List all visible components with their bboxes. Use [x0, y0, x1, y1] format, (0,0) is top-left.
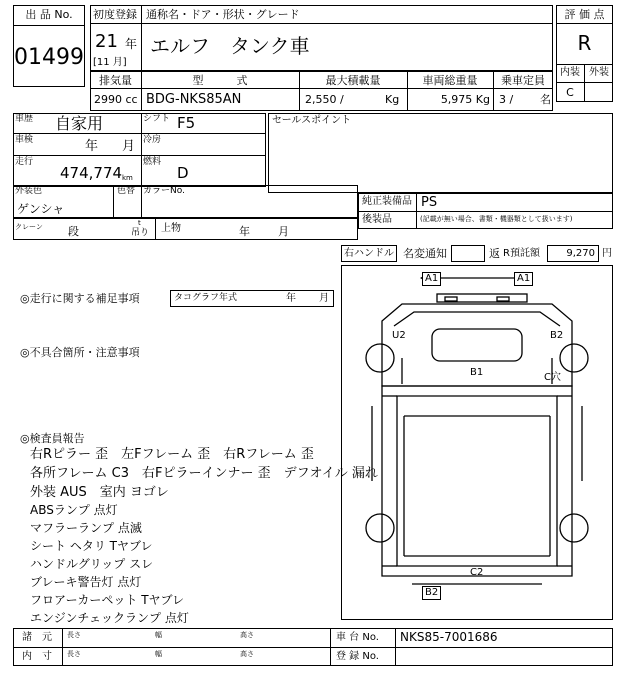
crane-top-label: 上物 — [161, 223, 181, 234]
aftermarket-label: 後装品 — [362, 214, 392, 225]
exterior-grade-label: 外装 — [589, 67, 609, 78]
color-label: 外装色 — [15, 186, 43, 196]
fuel-label: 燃料 — [143, 157, 162, 167]
max-load-label: 最大積載量 — [325, 74, 381, 87]
car-name-label: 通称名・ドア・形状・グレード — [146, 8, 300, 21]
crane-hanging: 吊り — [131, 228, 150, 238]
capacity: 3 / — [499, 93, 514, 106]
tachograph-label: タコグラフ年式 — [174, 293, 238, 303]
shift: F5 — [177, 114, 196, 132]
inspection-label: 車検 — [15, 135, 34, 145]
damage-mark: U2 — [392, 330, 406, 341]
inspector-title: ◎検査員報告 — [20, 432, 85, 445]
interior-dims-label: 内 寸 — [22, 651, 52, 662]
history: 自家用 — [55, 114, 104, 133]
width-label: 幅 — [155, 631, 162, 639]
width-label: 幅 — [155, 650, 162, 658]
registration-label: 登 録 No. — [336, 651, 379, 662]
damage-mark: C穴 — [544, 372, 561, 383]
mileage-label: 走行 — [15, 157, 34, 167]
dims-label: 諸 元 — [22, 632, 52, 643]
aftermarket-note: (記載が無い場合、書類・機器類として扱います) — [420, 215, 573, 223]
year-unit: 年 — [125, 37, 138, 51]
defects-title: ◎不具合箇所・注意事項 — [20, 346, 140, 359]
recycle-value: 9,270 — [566, 248, 595, 259]
fuel: D — [177, 164, 189, 182]
damage-diagram — [341, 265, 613, 620]
inspection-month: 月 — [122, 139, 136, 154]
model: BDG-NKS85AN — [146, 92, 242, 107]
name-change-box — [451, 245, 485, 262]
equipment: PS — [421, 195, 438, 210]
inspector-line: ABSランプ 点灯 — [30, 503, 118, 517]
capacity-unit: 名 — [540, 93, 551, 106]
details-table — [13, 113, 266, 187]
inspector-line: 各所フレーム C3 右Fピラーインナー 歪 デフオイル 漏れ — [30, 466, 378, 481]
tax-label: 返 — [489, 247, 500, 260]
crane-month: 月 — [278, 225, 289, 238]
crane-ton: t — [138, 219, 141, 227]
damage-mark: B1 — [470, 367, 484, 378]
inspector-line: ハンドルグリップ スレ — [30, 557, 154, 571]
inspector-line: シート ヘタリ Tヤブレ — [30, 539, 153, 553]
mileage-unit: km — [122, 174, 133, 182]
recycle-unit: 円 — [602, 248, 612, 259]
history-label: 車歴 — [15, 114, 34, 124]
crane-year: 年 — [239, 225, 250, 238]
damage-mark: B2 — [550, 330, 564, 341]
inspection-year: 年 — [85, 139, 99, 154]
mileage: 474,774 — [60, 164, 123, 182]
first-registration-year: 21 — [95, 31, 118, 52]
color-change-label: 色替 — [117, 186, 136, 196]
ac-label: 冷房 — [143, 135, 162, 145]
inspector-line: 右Rピラー 歪 左Fフレーム 歪 右Rフレーム 歪 — [30, 447, 314, 462]
recycle-label: R預託額 — [503, 248, 540, 259]
model-label: 型 式 — [192, 74, 248, 87]
crane-table — [13, 218, 358, 240]
displacement: 2990 cc — [94, 93, 138, 106]
car-name: エルフ タンク車 — [150, 34, 310, 58]
gross-weight-label: 車両総重量 — [422, 74, 478, 87]
tachograph-month: 月 — [319, 293, 329, 304]
displacement-label: 排気量 — [99, 74, 132, 87]
shift-label: シフト — [143, 114, 171, 124]
color-table — [13, 185, 358, 218]
rating-label: 評 価 点 — [564, 8, 605, 21]
sales-point-label: セールスポイント — [272, 115, 352, 126]
max-load: 2,550 / — [305, 93, 344, 106]
driving-notes-title: ◎走行に関する補足事項 — [20, 292, 140, 305]
damage-mark: B2 — [422, 586, 441, 600]
steering: 右ハンドル — [344, 248, 394, 259]
equipment-label: 純正装備品 — [362, 196, 412, 207]
damage-mark: C2 — [470, 567, 484, 578]
color-number-label: カラーNo. — [143, 186, 185, 196]
name-change-label: 名変通知 — [403, 247, 447, 260]
crane-label: クレーン — [15, 223, 43, 231]
interior-grade: C — [566, 86, 574, 99]
capacity-label: 乗車定員 — [501, 74, 545, 87]
inspector-line: マフラーランプ 点滅 — [30, 521, 142, 535]
first-registration-month: [11 月] — [93, 57, 127, 68]
interior-grade-label: 内装 — [560, 67, 580, 78]
length-label: 長さ — [67, 650, 81, 658]
tachograph-year: 年 — [286, 293, 296, 304]
inspector-line: ブレーキ警告灯 点灯 — [30, 575, 142, 589]
color: ゲンシャ — [17, 202, 65, 216]
crane-stage: 段 — [68, 225, 79, 238]
inspector-line: 外装 AUS 室内 ヨゴレ — [30, 485, 169, 500]
height-label: 高さ — [240, 650, 254, 658]
height-label: 高さ — [240, 631, 254, 639]
lot-number-label: 出 品 No. — [25, 8, 73, 21]
damage-mark: A1 — [514, 272, 533, 286]
chassis-label: 車 台 No. — [336, 632, 379, 643]
first-registration-label: 初度登録 — [93, 8, 137, 21]
rating-value: R — [577, 31, 592, 55]
damage-mark: A1 — [422, 272, 441, 286]
lot-number: 01499 — [14, 45, 84, 70]
length-label: 長さ — [67, 631, 81, 639]
max-load-unit: Kg — [385, 93, 400, 106]
gross-weight: 5,975 Kg — [440, 93, 490, 106]
inspector-line: フロアーカーペット Tヤブレ — [30, 593, 185, 607]
inspector-line: エンジンチェックランプ 点灯 — [30, 611, 189, 625]
chassis-number: NKS85-7001686 — [400, 630, 498, 644]
